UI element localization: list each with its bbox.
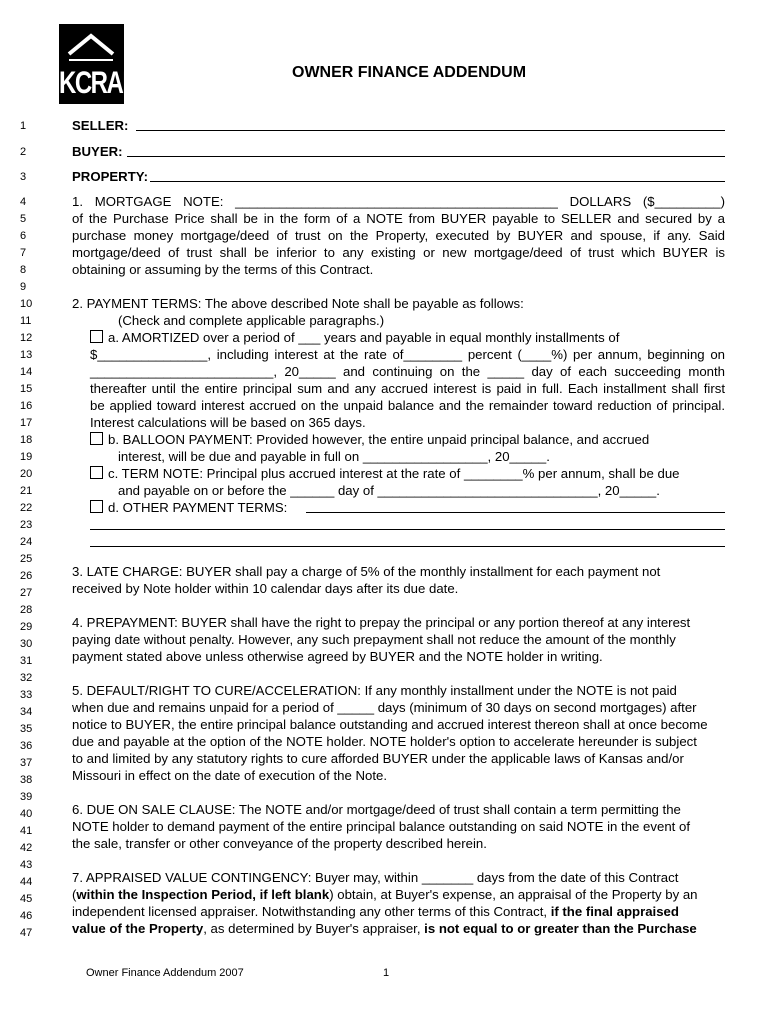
balloon-checkbox[interactable]	[90, 432, 103, 445]
line-number: 33	[20, 689, 33, 701]
line-number: 9	[20, 281, 27, 293]
s5-line: to and limited by any statutory rights to cure afforded BUYER under the applicable laws of Kansas and/or	[72, 751, 684, 766]
line-number: 39	[20, 791, 33, 803]
s4-line: 4. PREPAYMENT: BUYER shall have the right to prepay the principal or any portion thereof at any interest	[72, 615, 691, 630]
s1-line: purchase money mortgage/deed of trust on the Property, executed by BUYER and spouse, if any. Said	[72, 228, 725, 243]
line-number: 10	[20, 298, 33, 310]
property-label: PROPERTY:	[72, 169, 148, 184]
buyer-field[interactable]	[127, 156, 725, 157]
s2b-line: b. BALLOON PAYMENT: Provided however, the entire unpaid principal balance, and accrued	[108, 432, 650, 447]
line-number: 41	[20, 825, 33, 837]
s7-bold: if the final appraised	[550, 904, 679, 919]
logo-text: KCRAR	[59, 65, 139, 101]
seller-label: SELLER:	[72, 118, 129, 133]
line-number: 17	[20, 417, 33, 429]
line-number: 3	[20, 171, 27, 183]
term-note-checkbox[interactable]	[90, 466, 103, 479]
line-number: 16	[20, 400, 33, 412]
s1-line: of the Purchase Price shall be in the form of a NOTE from BUYER payable to SELLER and secured by a	[72, 211, 725, 226]
line-number: 28	[20, 604, 33, 616]
s5-line: notice to BUYER, the entire principal balance outstanding and accrued interest thereon shall at once become	[72, 717, 708, 732]
line-number: 38	[20, 774, 33, 786]
line-number: 7	[20, 247, 27, 259]
line-number: 43	[20, 859, 33, 871]
s7-bold: value of the Property	[72, 921, 204, 936]
seller-field[interactable]	[136, 130, 725, 131]
amortized-checkbox[interactable]	[90, 330, 103, 343]
other-terms-checkbox[interactable]	[90, 500, 103, 513]
line-number: 11	[20, 315, 32, 327]
s2-intro: 2. PAYMENT TERMS: The above described Note shall be payable as follows:	[72, 296, 524, 311]
line-number: 8	[20, 264, 27, 276]
s3-line: 3. LATE CHARGE: BUYER shall pay a charge of 5% of the monthly installment for each payment not	[72, 564, 661, 579]
s2a-line: Interest calculations will be based on 365 days.	[90, 415, 366, 430]
s5-line: Missouri in effect on the date of execution of the Note.	[72, 768, 387, 783]
s2c-line: and payable on or before the ______ day of ______________________________, 20_____.	[118, 483, 660, 498]
s7-line	[72, 903, 679, 920]
line-number: 30	[20, 638, 33, 650]
s7-bold: within the Inspection Period, if left blank	[76, 887, 330, 902]
s6-line: 6. DUE ON SALE CLAUSE: The NOTE and/or mortgage/deed of trust shall contain a term permitting the	[72, 802, 681, 817]
line-number: 35	[20, 723, 33, 735]
line-number: 21	[20, 485, 33, 497]
line-number: 13	[20, 349, 33, 361]
line-number: 25	[20, 553, 33, 565]
line-number: 44	[20, 876, 33, 888]
line-number: 12	[20, 332, 33, 344]
line-number: 36	[20, 740, 33, 752]
s7-text: ) obtain, at Buyer's expense, an appraisal of the Property by an	[329, 887, 698, 902]
s2c-option	[90, 465, 680, 482]
line-number: 19	[20, 451, 33, 463]
s1-line: mortgage/deed of trust shall be inferior to any existing or new mortgage/deed of trust which BUYER is	[72, 245, 725, 260]
line-number: 14	[20, 366, 33, 378]
line-number: 22	[20, 502, 33, 514]
page-number: 1	[383, 967, 390, 979]
s5-line: due and payable at the option of the NOTE holder. NOTE holder's option to accelerate hereunder is subject	[72, 734, 697, 749]
s2d-label: d. OTHER PAYMENT TERMS:	[108, 500, 288, 515]
s2a-line: thereafter until the entire principal sum and any accrued interest is paid in full. Each installment shall first	[90, 381, 725, 396]
kcrar-logo	[59, 24, 139, 104]
footer-title: Owner Finance Addendum 2007	[86, 967, 244, 979]
line-number: 26	[20, 570, 33, 582]
line-number: 47	[20, 927, 33, 939]
s2a-option	[90, 329, 619, 346]
line-number: 29	[20, 621, 33, 633]
s5-line: 5. DEFAULT/RIGHT TO CURE/ACCELERATION: If any monthly installment under the NOTE is not paid	[72, 683, 677, 698]
s7-text: , as determined by Buyer's appraiser,	[203, 921, 425, 936]
line-number: 6	[20, 230, 27, 242]
s7-line	[72, 920, 697, 937]
other-terms-field[interactable]	[90, 529, 725, 530]
s1-line: 1. MORTGAGE NOTE: ____________________________________________ DOLLARS ($_________)	[72, 194, 725, 209]
line-number: 1	[20, 120, 27, 132]
line-number: 40	[20, 808, 33, 820]
line-number: 45	[20, 893, 33, 905]
buyer-label: BUYER:	[72, 144, 123, 159]
s1-line: obtaining or assuming by the terms of this Contract.	[72, 262, 374, 277]
s4-line: payment stated above unless otherwise agreed by BUYER and the NOTE holder in writing.	[72, 649, 603, 664]
s2b-line: interest, will be due and payable in full on _________________, 20_____.	[118, 449, 550, 464]
page-title: OWNER FINANCE ADDENDUM	[292, 64, 527, 81]
line-number: 23	[20, 519, 33, 531]
line-number: 5	[20, 213, 27, 225]
line-number: 27	[20, 587, 33, 599]
line-number: 4	[20, 196, 27, 208]
s2a-line: a. AMORTIZED over a period of ___ years and payable in equal monthly installments of	[108, 330, 620, 345]
s3-line: received by Note holder within 10 calendar days after its due date.	[72, 581, 459, 596]
s5-line: when due and remains unpaid for a period of _____ days (minimum of 30 days on second mortgages) after	[72, 700, 697, 715]
line-number: 42	[20, 842, 33, 854]
s7-line: (within the Inspection Period, if left blank) obtain, at Buyer's expense, an appraisal of the Property by an	[72, 887, 698, 902]
line-number: 37	[20, 757, 33, 769]
s2c-line: c. TERM NOTE: Principal plus accrued interest at the rate of ________% per annum, shall be due	[108, 466, 680, 481]
s4-line: paying date without penalty. However, any such prepayment shall not reduce the amount of the monthly	[72, 632, 676, 647]
line-number: 24	[20, 536, 33, 548]
s2a-line: _________________________, 20_____ and continuing on the _____ day of each succeeding month	[90, 364, 725, 379]
line-number: 34	[20, 706, 33, 718]
s7-line: 7. APPRAISED VALUE CONTINGENCY: Buyer may, within _______ days from the date of this Contract	[72, 870, 679, 885]
other-terms-field[interactable]	[306, 512, 725, 513]
s2a-line: be applied toward interest accrued on the unpaid balance and the remainder toward reduction of principal.	[90, 398, 725, 413]
line-number: 31	[20, 655, 33, 667]
line-number: 18	[20, 434, 33, 446]
line-number: 2	[20, 146, 27, 158]
s6-line: the sale, transfer or other conveyance of the property described herein.	[72, 836, 487, 851]
s6-line: NOTE holder to demand payment of the entire principal balance outstanding on said NOTE in the event of	[72, 819, 690, 834]
other-terms-field[interactable]	[90, 546, 725, 547]
line-number: 20	[20, 468, 33, 480]
s2d-option	[90, 499, 287, 516]
s2-instruction: (Check and complete applicable paragraphs.)	[118, 313, 385, 328]
s7-bold: is not equal to or greater than the Purchase	[424, 921, 697, 936]
s2b-option	[90, 431, 649, 448]
s7-text: independent licensed appraiser. Notwithstanding any other terms of this Contract,	[72, 904, 551, 919]
line-number: 46	[20, 910, 33, 922]
s2a-line: $_______________, including interest at the rate of________ percent (____%) per annum, beginning on	[90, 347, 725, 362]
property-field[interactable]	[150, 181, 725, 182]
line-number: 15	[20, 383, 33, 395]
line-number: 32	[20, 672, 33, 684]
